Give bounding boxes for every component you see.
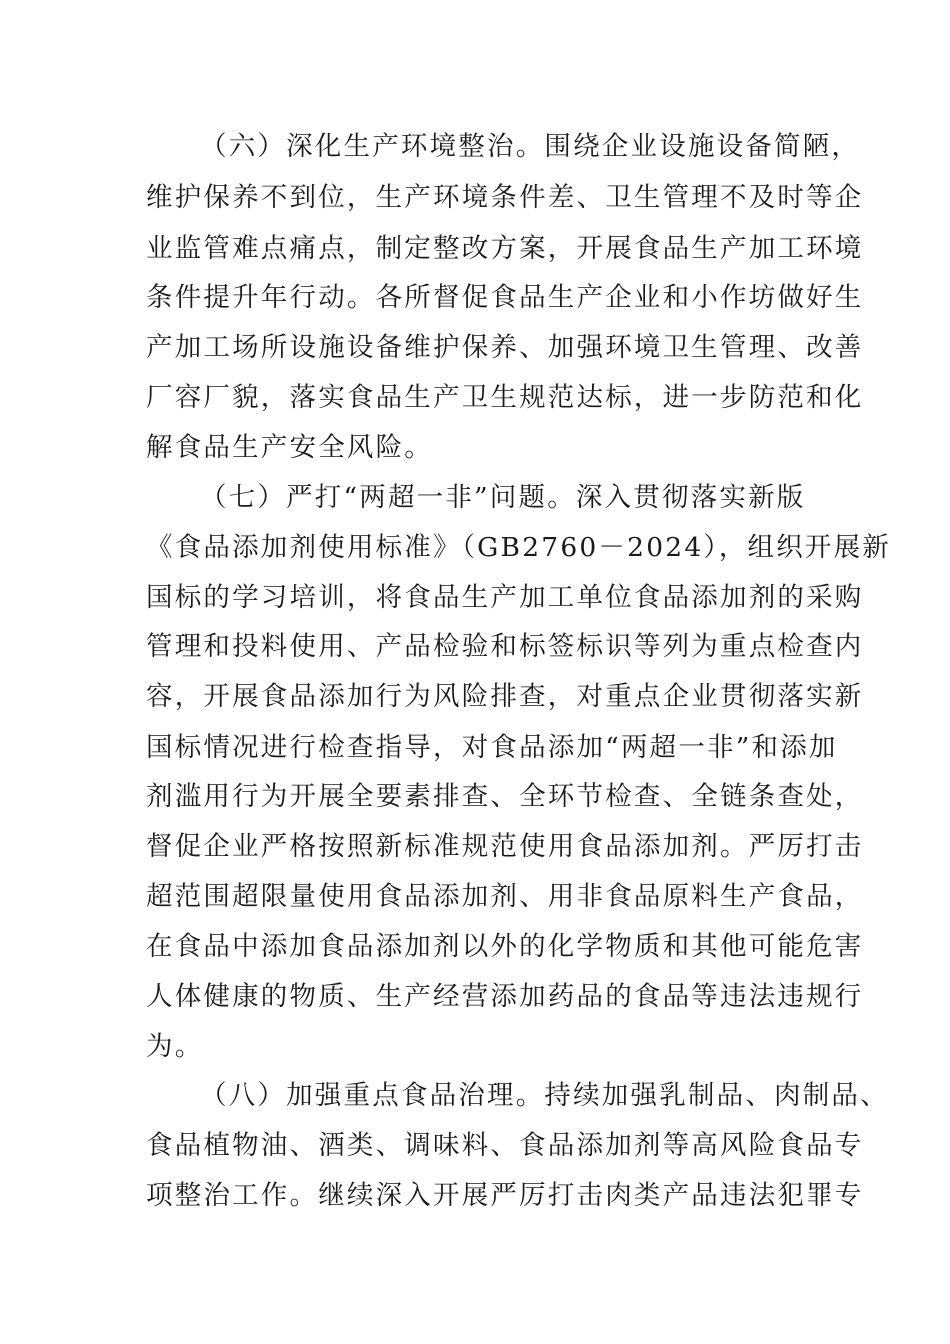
paragraph-7-line-3: 国标的学习培训，将食品生产加工单位食品添加剂的采购 [146, 582, 864, 613]
paragraph-6-line-6: 厂容厂貌，落实食品生产卫生规范达标，进一步防范和化 [146, 382, 864, 413]
paragraph-6-line-5: 产加工场所设施设备维护保养、加强环境卫生管理、改善 [146, 332, 864, 363]
paragraph-7-line-5: 容，开展食品添加行为风险排查，对重点企业贯彻落实新 [146, 681, 864, 712]
paragraph-7-line-4: 管理和投料使用、产品检验和标签标识等列为重点检查内 [146, 631, 864, 662]
paragraph-7-line-12: 为。 [146, 1031, 204, 1062]
paragraph-7-line-1: （七）严打“两超一非”问题。深入贯彻落实新版 [200, 482, 806, 513]
paragraph-7-line-7: 剂滥用行为开展全要素排查、全环节检查、全链条查处， [146, 781, 864, 812]
paragraph-7-line-11: 人体健康的物质、生产经营添加药品的食品等违法违规行 [146, 981, 864, 1012]
paragraph-6-line-7: 解食品生产安全风险。 [146, 432, 433, 463]
paragraph-8-line-1: （八）加强重点食品治理。持续加强乳制品、肉制品、 [200, 1080, 889, 1111]
paragraph-6-line-4: 条件提升年行动。各所督促食品生产企业和小作坊做好生 [146, 282, 864, 313]
paragraph-7-line-10: 在食品中添加食品添加剂以外的化学物质和其他可能危害 [146, 931, 864, 962]
paragraph-6-line-1: （六）深化生产环境整治。围绕企业设施设备简陋， [200, 131, 861, 162]
paragraph-6-line-3: 业监管难点痛点，制定整改方案，开展食品生产加工环境 [146, 233, 864, 264]
paragraph-7-line-9: 超范围超限量使用食品添加剂、用非食品原料生产食品， [146, 881, 864, 912]
paragraph-7-line-2: 《食品添加剂使用标准》（GB2760－2024），组织开展新 [146, 532, 892, 563]
paragraph-7-line-8: 督促企业严格按照新标准规范使用食品添加剂。严厉打击 [146, 831, 864, 862]
paragraph-7-line-6: 国标情况进行检查指导，对食品添加“两超一非”和添加 [146, 732, 838, 763]
paragraph-8-line-2: 食品植物油、酒类、调味料、食品添加剂等高风险食品专 [146, 1130, 864, 1161]
paragraph-6-line-2: 维护保养不到位，生产环境条件差、卫生管理不及时等企 [146, 182, 864, 213]
paragraph-8-line-3: 项整治工作。继续深入开展严厉打击肉类产品违法犯罪专 [146, 1180, 864, 1211]
